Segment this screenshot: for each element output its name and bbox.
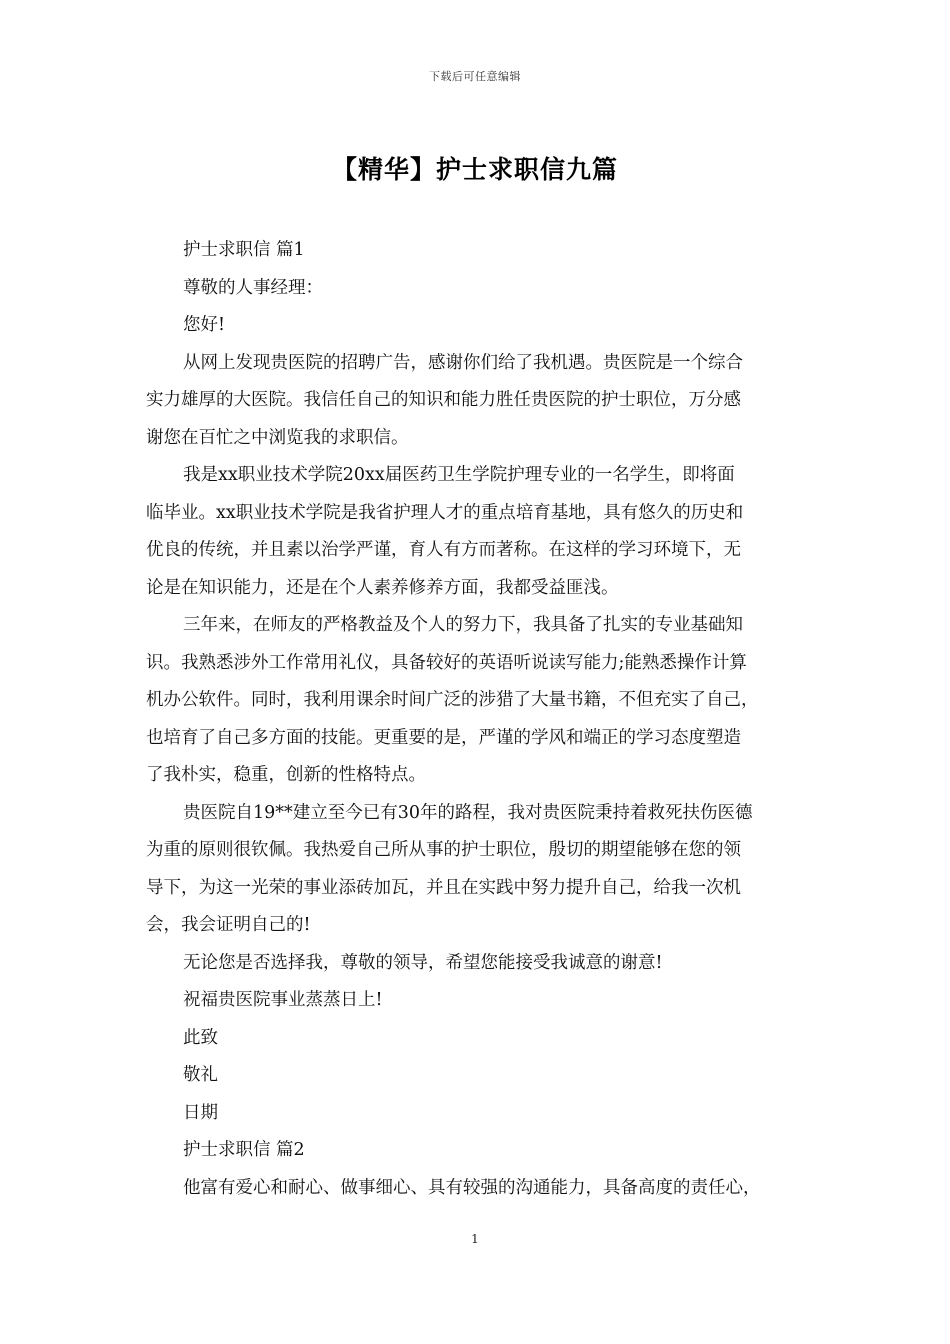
text-line: 导下，为这一光荣的事业添砖加瓦，并且在实践中努力提升自己，给我一次机 (146, 877, 741, 898)
text-line: 识。我熟悉涉外工作常用礼仪，具备较好的英语听说读写能力;能熟悉操作计算 (146, 652, 747, 673)
text-line: 敬礼 (183, 1065, 218, 1085)
text-line: 您好! (183, 315, 226, 335)
text-line: 日期 (183, 1102, 218, 1123)
text-line: 无论您是否选择我，尊敬的领导，希望您能接受我诚意的谢意! (183, 952, 663, 973)
text-line: 为重的原则很钦佩。我热爱自己所从事的护士职位，殷切的期望能够在您的领 (146, 840, 741, 860)
text-line: 会，我会证明自己的! (146, 915, 311, 935)
text-line: 尊敬的人事经理： (183, 277, 323, 298)
text-line: 机办公软件。同时，我利用课余时间广泛的涉猎了大量书籍，不但充实了自己， (146, 690, 759, 710)
document-title: 【精华】护士求职信九篇 (331, 155, 618, 184)
text-line: 谢您在百忙之中浏览我的求职信。 (146, 427, 409, 448)
text-line: 也培育了自己多方面的技能。更重要的是，严谨的学风和端正的学习态度塑造 (146, 727, 741, 748)
text-line: 贵医院自19**建立至今已有30年的路程，我对贵医院秉持着救死扶伤医德 (183, 802, 753, 823)
text-line: 优良的传统，并且素以治学严谨，育人有方而著称。在这样的学习环境下，无 (146, 540, 741, 560)
text-line: 临毕业。xx职业技术学院是我省护理人才的重点培育基地，具有悠久的历史和 (146, 502, 744, 523)
text-line: 实力雄厚的大医院。我信任自己的知识和能力胜任贵医院的护士职位，万分感 (146, 390, 741, 410)
text-line: 三年来，在师友的严格教益及个人的努力下，我具备了扎实的专业基础知 (183, 615, 743, 635)
text-line: 此致 (183, 1027, 218, 1048)
document-body (146, 232, 810, 1207)
text-line: 论是在知识能力，还是在个人素养修养方面，我都受益匪浅。 (146, 577, 619, 598)
text-line: 了我朴实，稳重，创新的性格特点。 (146, 765, 426, 785)
page-number: 1 (471, 1232, 479, 1246)
text-line: 祝福贵医院事业蒸蒸日上! (183, 990, 383, 1010)
text-line: 我是xx职业技术学院20xx届医药卫生学院护理专业的一名学生，即将面 (183, 465, 735, 485)
header-note: 下载后可任意编辑 (429, 70, 521, 83)
text-line: 护士求职信 篇1 (183, 240, 305, 260)
text-line: 护士求职信 篇2 (183, 1140, 305, 1160)
text-line: 从网上发现贵医院的招聘广告，感谢你们给了我机遇。贵医院是一个综合 (183, 352, 743, 373)
text-line: 他富有爱心和耐心、做事细心、具有较强的沟通能力，具备高度的责任心， (183, 1177, 761, 1198)
